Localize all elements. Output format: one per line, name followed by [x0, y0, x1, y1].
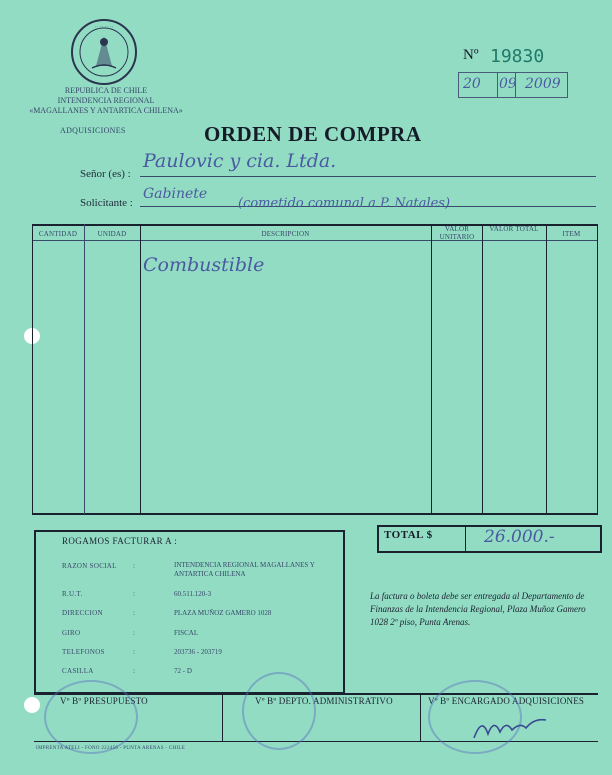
issuer-block	[20, 86, 192, 116]
total-label: TOTAL $	[384, 529, 433, 541]
col-descripcion: DESCRIPCION	[261, 230, 310, 238]
date-year: 2009	[525, 76, 561, 92]
billing-label-giro: GIRO	[62, 629, 81, 637]
solicitante-label: Solicitante :	[80, 197, 133, 209]
department-label: ADQUISICIONES	[60, 126, 126, 135]
col-unidad: UNIDAD	[97, 230, 127, 238]
billing-value-casilla: 72 - D	[174, 667, 192, 675]
colon: :	[133, 590, 135, 598]
billing-label-telefonos: TELEFONOS	[62, 648, 105, 656]
total-value: 26.000.-	[484, 527, 555, 547]
billing-value-giro: FISCAL	[174, 629, 199, 637]
government-seal-icon	[70, 18, 138, 86]
page-title: ORDEN DE COMPRA	[204, 122, 422, 146]
issuer-line-2: INTENDENCIA REGIONAL	[57, 96, 155, 105]
svg-text:· · · · · · · ·: · · · · · · · ·	[94, 24, 114, 29]
billing-value-telefonos: 203736 - 203719	[174, 648, 222, 656]
col-valor-total: VALOR TOTAL	[489, 225, 539, 233]
date-month: 09	[499, 76, 517, 92]
table-row-description: Combustible	[143, 254, 265, 276]
delivery-note: La factura o boleta debe ser entregada al Departamento de Finanzas de la Intendencia Regional, Plaza Muñoz Gamero 1028 2º piso, Punta Arenas.	[370, 591, 586, 627]
printer-footer: IMPRENTA ATELI - FONO 222456 - PUNTA ARENAS - CHILE	[36, 746, 186, 751]
order-number-label: Nº	[463, 47, 479, 63]
billing-title: ROGAMOS FACTURAR A :	[62, 536, 178, 546]
order-number: 19830	[490, 46, 545, 67]
col-item: ITEM	[562, 230, 581, 238]
stamp-icon	[242, 672, 316, 750]
billing-label-direccion: DIRECCION	[62, 609, 103, 617]
senor-label: Señor (es) :	[80, 168, 131, 180]
billing-label-casilla: CASILLA	[62, 667, 94, 675]
solicitante-note: (cometido comunal a P. Natales)	[238, 196, 451, 211]
punch-hole-bottom	[24, 697, 40, 713]
billing-label-rut: R.U.T.	[62, 590, 83, 598]
billing-value-razon: INTENDENCIA REGIONAL MAGALLANES Y ANTARTICA CHILENA	[174, 561, 315, 578]
colon: :	[133, 667, 135, 675]
signature-administrativo: Vº Bº DEPTO. ADMINISTRATIVO	[255, 696, 393, 706]
total-separator	[465, 525, 466, 553]
signature-adquisiciones: Vº Bº ENCARGADO ADQUISICIONES	[428, 696, 585, 706]
col-valor-unitario: VALOR UNITARIO	[439, 225, 475, 241]
solicitante-value: Gabinete	[143, 186, 208, 202]
handwritten-signature-icon	[470, 712, 550, 742]
date-day: 20	[463, 76, 481, 92]
senor-value: Paulovic y cia. Ltda.	[143, 150, 337, 172]
col-cantidad: CANTIDAD	[38, 230, 78, 238]
billing-value-direccion: PLAZA MUÑOZ GAMERO 1028	[174, 609, 272, 617]
issuer-line-1: REPUBLICA DE CHILE	[64, 86, 148, 95]
stamp-icon	[44, 680, 138, 754]
colon: :	[133, 629, 135, 637]
billing-value-rut: 60.511.120-3	[174, 590, 212, 598]
issuer-line-3: «MAGALLANES Y ANTARTICA CHILENA»	[29, 106, 183, 115]
signature-presupuesto: Vº Bº PRESUPUESTO	[60, 696, 148, 706]
date-box	[458, 72, 568, 98]
colon: :	[133, 609, 135, 617]
colon: :	[133, 648, 135, 656]
billing-label-razon: RAZON SOCIAL	[62, 562, 117, 570]
colon: :	[133, 562, 135, 570]
